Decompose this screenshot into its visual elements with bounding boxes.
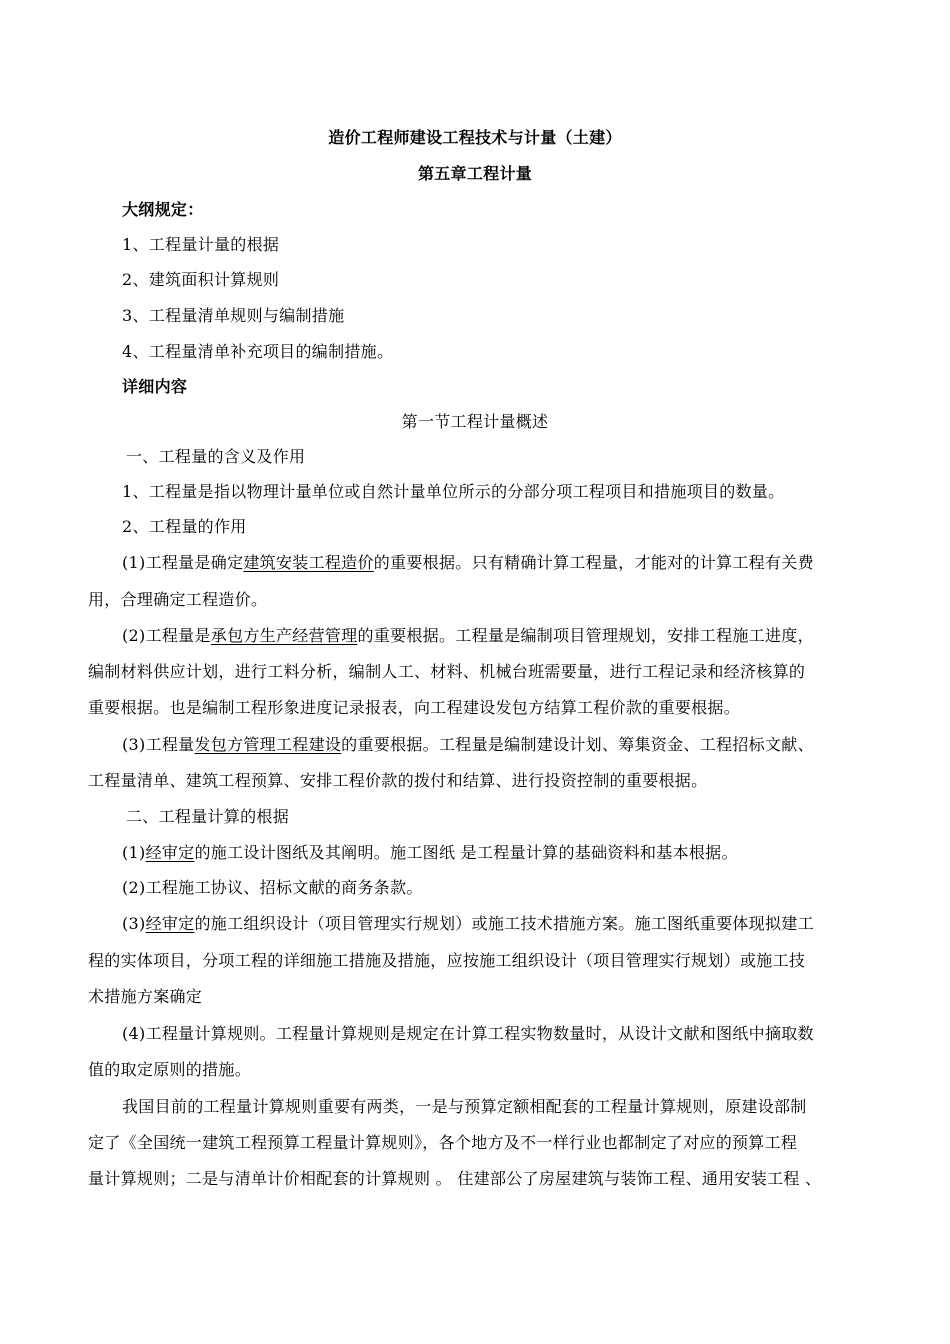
item-text: 的重要根据。工程量是编制项目管理规划，安排工程施工进度， [357,626,814,645]
outline-item: 3、工程量清单规则与编制措施 [122,306,345,325]
paragraph-line: 工程量清单、建筑工程预算、安排工程价款的拨付和结算、进行投资控制的重要根据。 [88,771,708,790]
item-text: 的重要根据。只有精确计算工程量，才能对的计算工程有关费 [373,553,814,572]
paragraph-line: 2、工程量的作用 [122,517,247,536]
document-title: 造价工程师建设工程技术与计量（土建） [328,128,622,147]
item-prefix: (1)工程量是确定 [122,553,244,572]
paragraph-line: 编制材料供应计划，进行工料分析，编制人工、材料、机械台班需要量，进行工程记录和经济核算的 [88,662,806,681]
paragraph-line: 重要根据。也是编制工程形象进度记录报表，向工程建设发包方结算工程价款的重要根据。 [88,698,741,717]
detail-heading: 详细内容 [122,377,188,396]
paragraph-line: 我国目前的工程量计算规则重要有两类，一是与预算定额相配套的工程量计算规则，原建设部制 [122,1097,807,1116]
paragraph-line: 程的实体项目，分项工程的详细施工措施及措施，应按施工组织设计（项目管理实行规划）或施工技 [88,951,806,970]
chapter-title: 第五章工程计量 [417,164,533,183]
paragraph-line: (4)工程量计算规则。工程量计算规则是规定在计算工程实物数量时，从设计文献和图纸中摘取数 [122,1024,814,1043]
outline-item: 2、建筑面积计算规则 [122,270,280,289]
item-text: 的施工设计图纸及其阐明。施工图纸 是工程量计算的基础资料和基本根据。 [194,843,738,862]
underlined-term: 经审定 [145,914,195,933]
underlined-term: 建筑安装工程造价 [243,553,374,572]
outline-item: 1、工程量计量的根据 [122,235,280,254]
paragraph-line: 值的取定原则的措施。 [88,1060,252,1079]
paragraph-line: 量计算规则；二是与清单计价相配套的计算规则 。 住建部公了房屋建筑与装饰工程、通用安装工程 、 [88,1169,822,1188]
outline-item: 4、工程量清单补充项目的编制措施。 [122,342,394,361]
underlined-term: 承包方生产经营管理 [210,626,358,645]
section-title: 第一节工程计量概述 [401,412,549,431]
paragraph-line: 术措施方案确定 [88,987,203,1006]
paragraph-line [122,552,814,574]
item-prefix: (2)工程量是 [122,626,211,645]
item-text: 的重要根据。工程量是编制建设计划、筹集资金、工程招标文献、 [341,735,814,754]
item-text: 的施工组织设计（项目管理实行规划）或施工技术措施方案。施工图纸重要体现拟建工 [194,914,814,933]
paragraph-line: (2)工程施工协议、招标文献的商务条款。 [122,878,423,897]
paragraph-line [122,842,738,864]
paragraph-line [122,913,814,935]
item-prefix: (3) [122,914,146,933]
paragraph-line [122,625,814,647]
underlined-term: 发包方管理工程建设 [194,735,342,754]
outline-heading: 大纲规定： [122,200,204,219]
paragraph-line: 定了《全国统一建筑工程预算工程量计算规则》，各个地方及不一样行业也都制定了对应的预算工程 [88,1133,798,1152]
paragraph-line: 用，合理确定工程造价。 [88,590,268,609]
item-prefix: (1) [122,843,146,862]
part2-heading: 二、工程量计算的根据 [126,807,290,826]
part1-heading: 一、工程量的含义及作用 [126,447,306,466]
paragraph-line [122,734,814,756]
paragraph-line: 1、工程量是指以物理计量单位或自然计量单位所示的分部分项工程项目和措施项目的数量。 [122,482,785,501]
underlined-term: 经审定 [145,843,195,862]
item-prefix: (3)工程量 [122,735,195,754]
